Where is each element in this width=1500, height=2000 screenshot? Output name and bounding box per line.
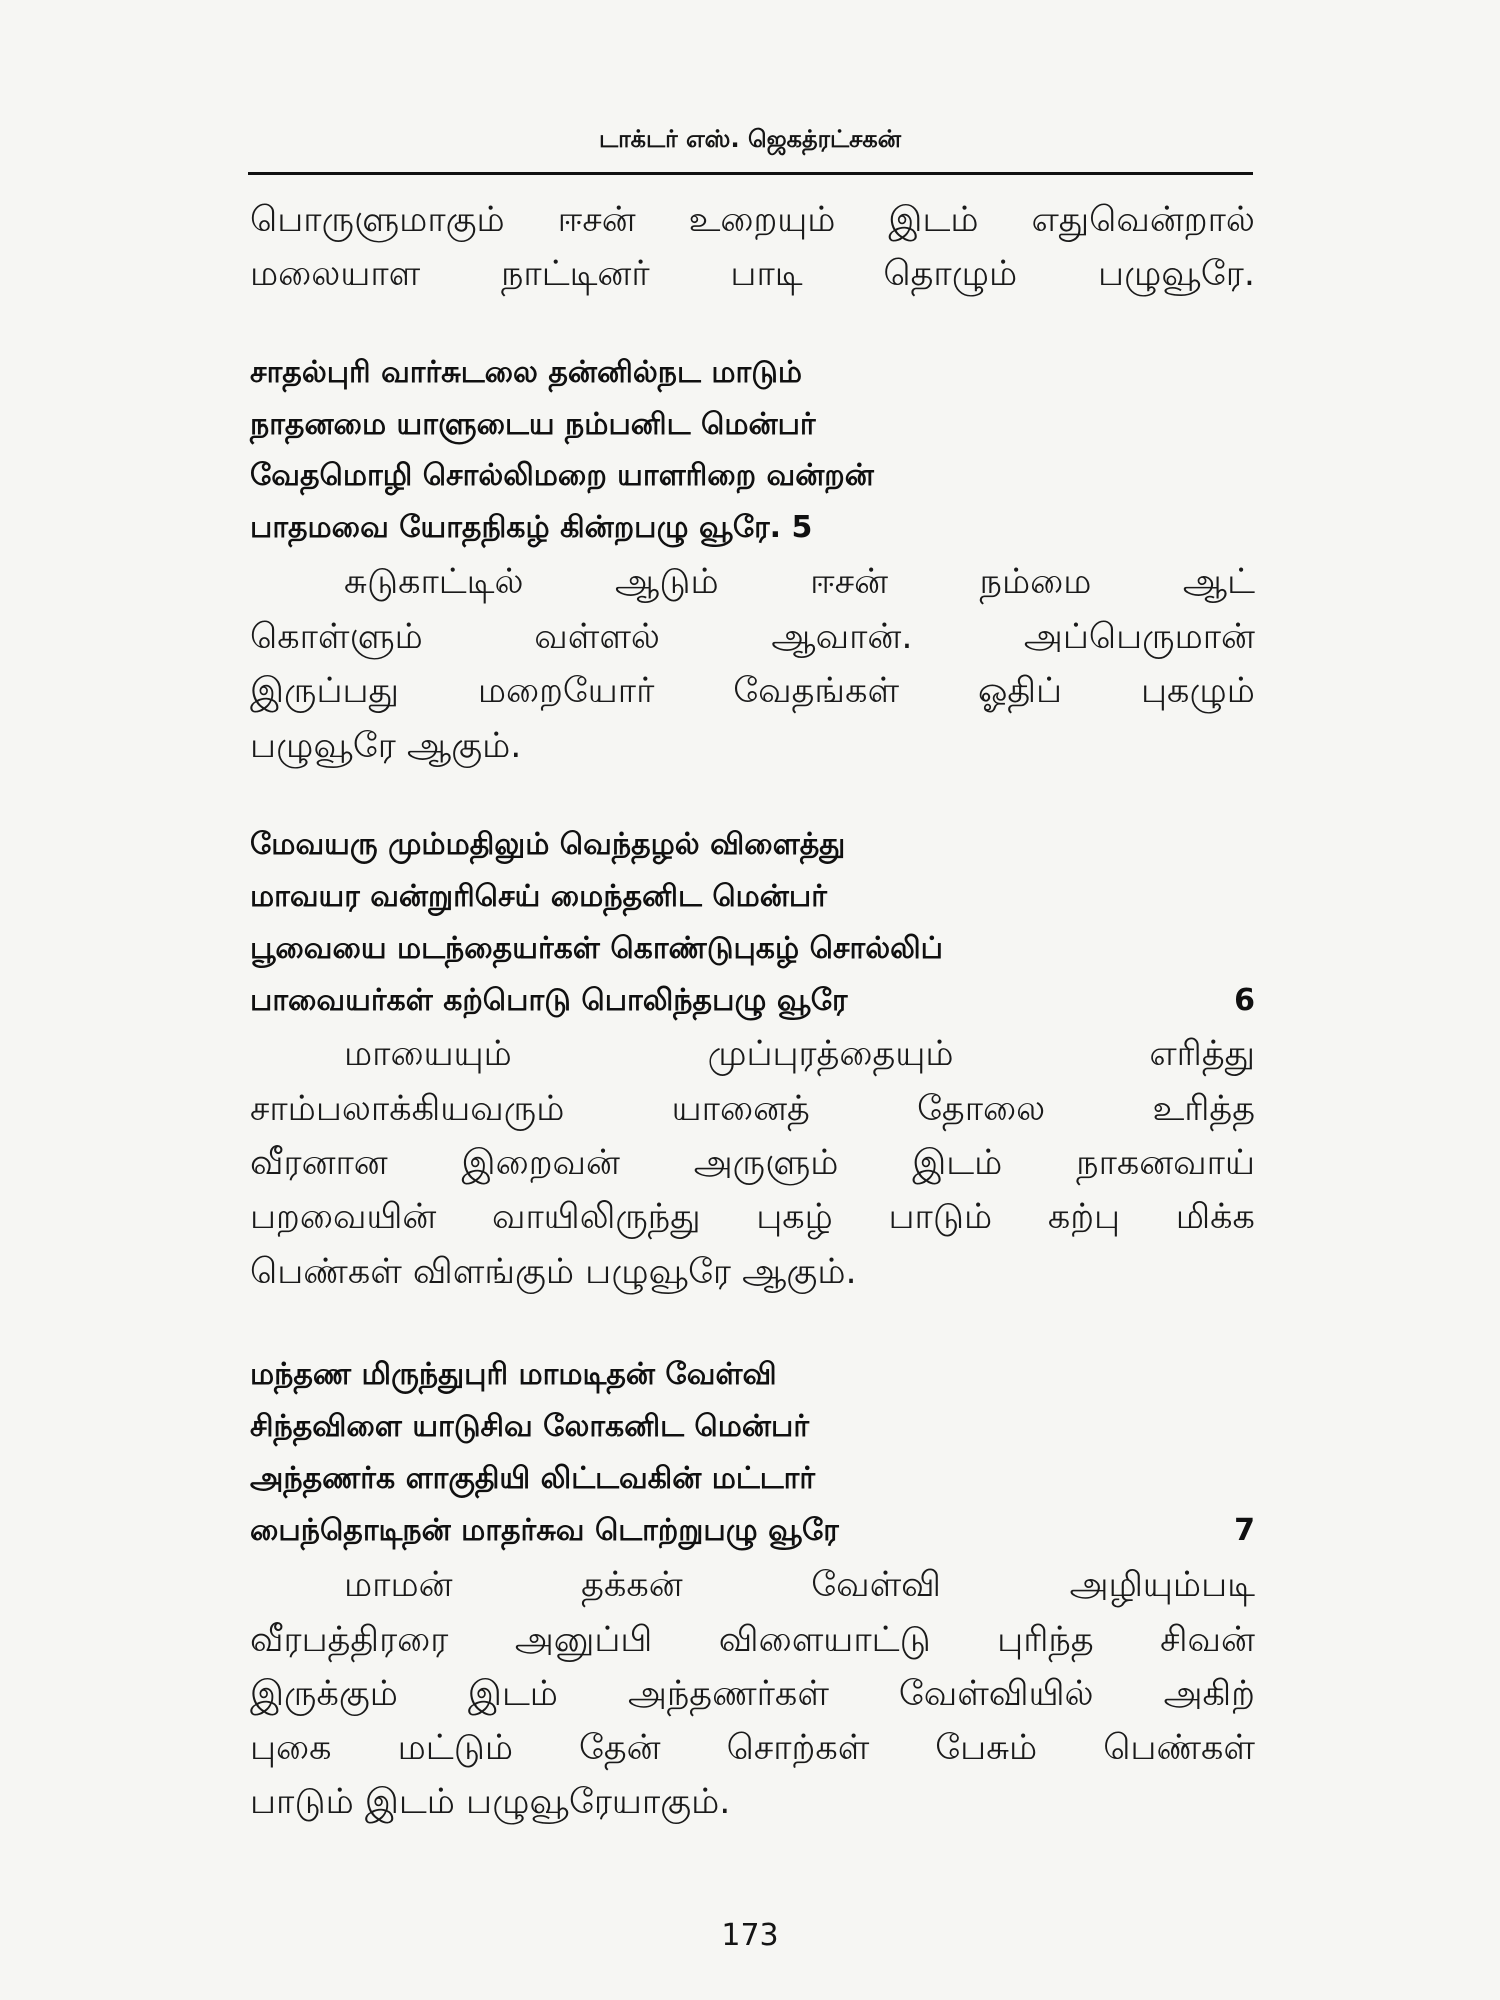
prose-word: பொருளுமாகும் <box>250 200 505 240</box>
prose-line <box>344 1565 1255 1609</box>
prose-word: வீரபத்திரரை <box>250 1620 449 1660</box>
prose-word: வீரனான <box>250 1143 388 1183</box>
prose-word: கற்பு <box>1047 1197 1121 1237</box>
prose-line <box>344 1034 1255 1078</box>
verse-line <box>250 1357 1255 1396</box>
verse-line <box>250 458 1255 497</box>
prose-word: உறையும் <box>688 200 836 240</box>
prose-word: தொழும் <box>883 254 1018 294</box>
verse-text: அந்தணர்க ளாகுதியி லிட்டவகின் மட்டார் <box>250 1461 816 1496</box>
prose-line <box>250 1197 1255 1241</box>
verse-text: மேவயரு மும்மதிலும் வெந்தழல் விளைத்து <box>250 827 846 862</box>
prose-word: யானைத் <box>671 1089 810 1129</box>
prose-word: மிக்க <box>1175 1197 1255 1237</box>
prose-word: நாட்டினர் <box>500 254 650 294</box>
prose-word: பாடும் <box>888 1197 993 1237</box>
prose-word: பெண்கள் <box>1103 1728 1255 1768</box>
prose-word: ஆட் <box>1182 562 1255 602</box>
prose-word: சிவன் <box>1160 1620 1255 1660</box>
verse-text: சிந்தவிளை யாடுசிவ லோகனிட மென்பர் <box>250 1409 809 1444</box>
verse-text: பாவையர்கள் கற்பொடு பொலிந்தபழு வூரே <box>250 983 848 1018</box>
prose-word: பெண்கள் <box>250 1252 413 1292</box>
prose-word: தோலை <box>917 1089 1046 1129</box>
prose-word: பாடி <box>730 254 803 294</box>
verse-text: நாதனமை யாளுடைய நம்பனிட மென்பர் <box>250 407 816 442</box>
prose-word: ஓதிப் <box>977 671 1063 711</box>
prose-word: புகழும் <box>1140 671 1255 711</box>
prose-word: ஈசன் <box>557 200 636 240</box>
prose-word: மாயையும் <box>344 1034 512 1074</box>
prose-word: ஆவான். <box>771 617 913 657</box>
prose-word: மலையாள <box>250 254 421 294</box>
prose-word: வேள்வி <box>811 1565 941 1605</box>
prose-word: அகிற் <box>1163 1674 1255 1714</box>
prose-word: இருக்கும் <box>250 1674 398 1714</box>
prose-line <box>250 1620 1255 1664</box>
prose-word: வேதங்கள் <box>733 671 900 711</box>
verse-line <box>250 355 1255 394</box>
prose-word: அப்பெருமான் <box>1023 617 1255 657</box>
prose-word: ஈசன் <box>810 562 889 602</box>
prose-word: சொற்கள் <box>726 1728 870 1768</box>
verse-line <box>250 407 1255 446</box>
verse-number: 6 <box>1234 983 1255 1018</box>
prose-line <box>250 726 1255 770</box>
prose-word: அந்தணர்கள் <box>627 1674 829 1714</box>
verse-text: வேதமொழி சொல்லிமறை யாளரிறை வன்றன் <box>250 458 874 493</box>
page-number: 173 <box>721 1918 779 1953</box>
prose-word: நம்மை <box>979 562 1092 602</box>
verse-text: மாவயர வன்றுரிசெய் மைந்தனிட மென்பர் <box>250 879 827 914</box>
verse-text: மந்தண மிருந்துபுரி மாமடிதன் வேள்வி <box>250 1357 777 1392</box>
prose-word: இடம் <box>912 1143 1003 1183</box>
prose-word: மட்டும் <box>397 1728 513 1768</box>
prose-line <box>250 254 1255 298</box>
running-head: டாக்டர் எஸ். ஜெகத்ரட்சகன் <box>598 125 902 153</box>
prose-word: பழுவூரே ஆகும். <box>250 726 522 766</box>
prose-word: வள்ளல் <box>534 617 660 657</box>
prose-word: தேன் <box>579 1728 661 1768</box>
prose-word: எரித்து <box>1149 1034 1255 1074</box>
prose-word: ஆடும் <box>614 562 719 602</box>
verse-text: சாதல்புரி வார்சுடலை தன்னில்நட மாடும் <box>250 355 803 390</box>
prose-line <box>250 1089 1255 1133</box>
verse-text: பைந்தொடிநன் மாதர்சுவ டொற்றுபழு வூரே <box>250 1513 839 1548</box>
verse-line <box>250 827 1255 866</box>
prose-word: பழுவூரே <box>585 1252 743 1292</box>
prose-word: எதுவென்றால் <box>1031 200 1255 240</box>
prose-line <box>250 1674 1255 1718</box>
verse-number: 7 <box>1234 1513 1255 1548</box>
verse-line <box>250 510 1255 549</box>
prose-word: தக்கன் <box>581 1565 683 1605</box>
prose-word: வேள்வியில் <box>898 1674 1094 1714</box>
prose-word: வாயிலிருந்து <box>491 1197 701 1237</box>
verse-line <box>250 879 1255 918</box>
prose-word: விளங்கும் <box>412 1252 586 1292</box>
prose-word: சுடுகாட்டில் <box>344 562 524 602</box>
prose-word: அருளும் <box>693 1143 839 1183</box>
prose-line <box>344 562 1255 606</box>
prose-line <box>250 1143 1255 1187</box>
prose-line <box>250 1728 1255 1772</box>
prose-word: பாடும் இடம் பழுவூரேயாகும். <box>250 1782 731 1822</box>
prose-word: மறையோர் <box>477 671 655 711</box>
prose-line <box>250 671 1255 715</box>
header-rule <box>248 172 1253 175</box>
prose-word: பழுவூரே. <box>1097 254 1255 294</box>
verse-line <box>250 983 1255 1022</box>
prose-word: பறவையின் <box>250 1197 437 1237</box>
verse-text: பாதமவை யோதநிகழ் கின்றபழு வூரே. 5 <box>250 510 813 545</box>
prose-word: ஆகும். <box>742 1252 857 1292</box>
prose-word: அழியும்படி <box>1069 1565 1255 1605</box>
prose-word: இருப்பது <box>250 671 399 711</box>
prose-word: புகழ் <box>756 1197 833 1237</box>
prose-word: முப்புரத்தையும் <box>707 1034 954 1074</box>
verse-line <box>250 1409 1255 1448</box>
prose-word: பேசும் <box>935 1728 1038 1768</box>
prose-line <box>250 1782 1255 1826</box>
verse-text: பூவையை மடந்தையர்கள் கொண்டுபுகழ் சொல்லிப் <box>250 931 944 966</box>
prose-word: நாகனவாய் <box>1076 1143 1255 1183</box>
verse-line <box>250 1513 1255 1552</box>
prose-word: சாம்பலாக்கியவரும் <box>250 1089 565 1129</box>
prose-word: புரிந்த <box>997 1620 1094 1660</box>
prose-line <box>250 617 1255 661</box>
prose-line <box>250 200 1255 244</box>
verse-line <box>250 931 1255 970</box>
prose-word: விளையாட்டு <box>718 1620 931 1660</box>
prose-word: இடம் <box>888 200 979 240</box>
prose-word: இறைவன் <box>461 1143 620 1183</box>
prose-word: புகை <box>250 1728 332 1768</box>
verse-line <box>250 1461 1255 1500</box>
prose-word: அனுப்பி <box>514 1620 653 1660</box>
prose-word: மாமன் <box>344 1565 453 1605</box>
prose-line <box>250 1252 1255 1296</box>
prose-word: கொள்ளும் <box>250 617 423 657</box>
prose-word: உரித்த <box>1152 1089 1255 1129</box>
prose-word: இடம் <box>467 1674 558 1714</box>
